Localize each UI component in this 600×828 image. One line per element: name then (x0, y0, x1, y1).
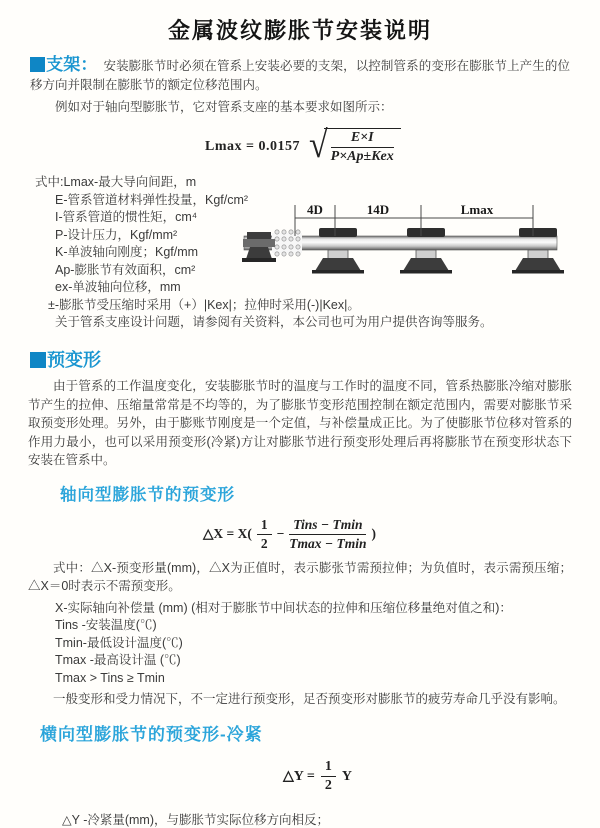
sqrt-body (324, 128, 401, 165)
lateral-subheading: 横向型膨胀节的预变形-冷紧 (40, 725, 263, 745)
temp-definition: Tmax -最高设计温 (℃) (55, 653, 181, 668)
formula-dx-post: ) (371, 526, 376, 542)
axial-x-definition: X-实际轴向补偿量 (mm) (相对于膨胀节中间状态的拉伸和压缩位移量绝对值之和)： (55, 600, 512, 615)
definition-item: ex-单波轴向位移，mm (55, 280, 181, 294)
dimension-label-lmax: Lmax (460, 202, 494, 217)
formula-lmax (205, 124, 600, 167)
guide-support (400, 228, 452, 274)
bellows-icon (272, 230, 302, 256)
minus-sign: − (276, 526, 285, 542)
definition-item: E-管系管道材料弹性投量，Kgf/cm² (55, 192, 249, 207)
support-example-line: 例如对于轴向型膨胀节，它对管系支座的基本要求如图所示： (55, 100, 393, 114)
formula-dy-post: Y (341, 768, 352, 784)
predeform-section-heading (30, 346, 600, 372)
support-section-heading: 支架： (46, 55, 98, 74)
dimension-label-4d: 4D (307, 202, 323, 217)
definition-item: P-设计压力，Kgf/mm² (55, 227, 178, 242)
definition-item: ±-膨胀节受压缩时采用（+）|Kex|；拉伸时采用(-)|Kex|。 (48, 297, 360, 312)
axial-subheading: 轴向型膨胀节的预变形 (60, 485, 235, 504)
definitions-intro: 式中:Lmax-最大导向间距，m (35, 175, 197, 189)
formula-lmax-fraction (331, 130, 394, 165)
formula-lmax-lhs: Lmax = 0.0157 (205, 138, 300, 154)
definition-item: K-单波轴向刚度；Kgf/mm (55, 245, 199, 259)
axial-explanation: 式中：△X-预变形量(mm)，△X为正值时，表示膨张节需预拉伸；为负值时，表示需预压缩；△X＝0时表示不需预变形。 (28, 560, 572, 593)
definition-item: Ap-膨胀节有效面积，cm² (55, 262, 196, 277)
predeform-paragraph: 由于管系的工作温度变化，安装膨胀节时的温度与工作时的温度不同，管系热膨胀冷缩对膨胀节产生的拉伸、压缩量常常是不均等的，为了膨胀节变形范围控制在额定范围内，需要对膨胀节采取预变形处理。另外，由于膨账节刚度是一个定值，与补偿量成正比。为了使膨胀节位移对管系的作用力最小，也可以采用预变形(冷紧)方让对膨胀节进行预变形处理后再将膨胀节在预变形状态下安装在管系中。 (28, 379, 572, 468)
definition-item: I-管系管道的惯性矩，cm⁴ (55, 210, 198, 224)
support-paragraph-text: 安装膨胀节时必须在管系上安装必要的支架，以控制管系的变形在膨胀节上产生的位移方向并限制在膨胀节的额定位移范围内。 (30, 59, 570, 92)
pipe-support-diagram (241, 199, 598, 295)
temp-inequality: Tmax > Tins ≥ Tmin (55, 670, 165, 685)
predeform-heading-text: 预变形 (47, 350, 101, 370)
axial-note: 一般变形和受力情况下，不一定进行预变形，足否预变形对膨胀节的疲劳寿命几乎没有影响。 (53, 692, 566, 707)
support-paragraph (30, 55, 570, 95)
anchor-support (242, 232, 276, 262)
lateral-note: △Y -冷紧量(mm)，与膨胀节实际位移方向相反； (62, 813, 330, 828)
section-marker-icon (30, 57, 45, 72)
guide-support (312, 228, 364, 274)
formula-dx-half: $\frac{1}{2}$ (257, 517, 272, 552)
temp-definition: Tins -安装温度(℃) (55, 617, 157, 632)
formula-dy-half: $\frac{1}{2}$ (321, 759, 336, 794)
definitions-block (0, 174, 600, 334)
temp-definition: Tmin-最低设计温度(℃) (55, 635, 183, 650)
formula-dx-pre: △X = X( (203, 526, 252, 542)
formula-dx-temp-fraction: $\frac{\text{Tins − Tmin}}{Tmax - Tmin}$ (289, 516, 367, 551)
formula-delta-x (203, 517, 600, 552)
page-title: 金属波纹膨胀节安装说明 (167, 18, 432, 43)
formula-delta-y (283, 759, 600, 794)
formula-lmax-numerator: E×I (331, 130, 394, 148)
dimension-label-14d: 14D (366, 202, 390, 217)
guide-support (512, 228, 564, 274)
sqrt-radical-icon: √ (308, 124, 328, 167)
formula-lmax-denominator: P×Ap±Kex (330, 149, 394, 164)
formula-dy-pre: △Y = (283, 769, 315, 785)
definitions-outro: 关于管系支座设计问题，请参阅有关资料，本公司也可为用户提供咨询等服务。 (55, 315, 493, 329)
section-marker-icon (30, 352, 46, 368)
